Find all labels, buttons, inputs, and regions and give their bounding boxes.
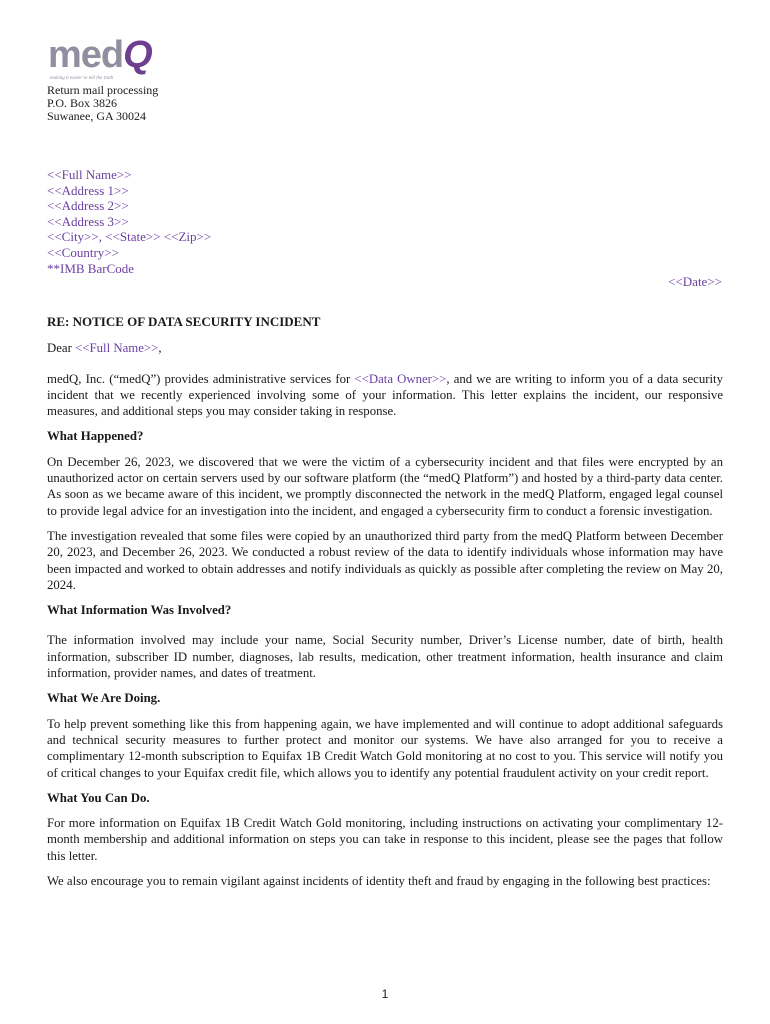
section-paragraph: For more information on Equifax 1B Credit Watch Gold monitoring, including instructions on activating your complimentary 12-month membership and additional information on steps you can take in response to this incident, please see the pages that follow this letter. [47,816,723,863]
recipient-line: <<Address 3>> [47,213,129,229]
section-heading: What Information Was Involved? [47,603,232,618]
recipient-line: <<Address 2>> [47,198,129,214]
page-number: 1 [381,987,389,1001]
recipient-line: <<Country>> [47,244,119,260]
recipient-line: <<Address 1>> [47,182,129,198]
intro-paragraph [47,371,723,420]
recipient-line: <<Full Name>> [47,167,132,182]
salutation-prefix: Dear [47,341,76,356]
return-address-line: Suwanee, GA 30024 [47,109,146,123]
recipient-line: **IMB BarCode [47,260,135,276]
salutation [47,340,723,356]
logo-tagline: making it easier to tell the truth [50,76,114,81]
section-heading: What You Can Do. [47,790,150,805]
section-paragraph: On December 26, 2023, we discovered that we were the victim of a cybersecurity incident and that files were encrypted by an unauthorized actor on certain servers used by our software platform (the “medQ Platform”) and hosted by a third-party data center. As soon as we became aware of this incident, we promptly disconnected the network in the medQ Platform, engaged legal counsel to provide legal advice for an investigation into the incident, and engaged a cybersecurity firm to conduct a forensic investigation. [47,454,723,518]
section-heading: What We Are Doing. [47,691,161,706]
logo-brand: med [48,34,124,76]
medq-logo [48,34,170,84]
salutation-suffix: , [158,341,162,356]
data-owner: <<Data Owner>> [354,371,447,386]
salutation-name: <<Full Name>> [75,341,159,356]
section-paragraph: The investigation revealed that some files were copied by an unauthorized third party from the medQ Platform between December 20, 2023, and December 26, 2023. We conducted a robust review of the data to identify individuals whose information may have been impacted and worked to obtain addresses and notify individuals as quickly as possible after completing the review on May 20, 2024. [47,528,723,592]
return-address [47,84,158,123]
section-paragraph: We also encourage you to remain vigilant against incidents of identity theft and fraud by engaging in the following best practices: [47,874,711,889]
letter-date: <<Date>> [668,274,722,289]
section-paragraph: To help prevent something like this from happening again, we have implemented and will continue to adopt additional safeguards and technical security measures to further protect and monitor our systems. We have also arranged for you to receive a complimentary 12-month subscription to Equifax 1B Credit Watch Gold monitoring at no cost to you. This service will notify you of critical changes to your Equifax credit file, which allows you to identify any potential fraudulent activity on your credit report. [47,716,723,780]
letter-body [47,314,723,898]
section-heading: What Happened? [47,429,144,444]
return-address-line: Return mail processing [47,83,159,97]
intro-before: medQ, Inc. (“medQ”) provides administrative services for [47,371,355,386]
recipient-block [47,167,211,276]
logo-q: Q [123,34,152,76]
re-line: RE: NOTICE OF DATA SECURITY INCIDENT [47,314,321,329]
return-address-line: P.O. Box 3826 [47,96,118,110]
intro-after: , and we are writing to inform you of a data security incident that we recently experienced involving some of your information. This letter explains the incident, our responsive measures, and additional steps you may consider taking in response. [47,371,723,419]
recipient-line: <<City>>, <<State>> <<Zip>> [47,229,212,245]
section-paragraph: The information involved may include your name, Social Security number, Driver’s License number, date of birth, health information, subscriber ID number, diagnoses, lab results, medication, other treatment information, health insurance and claim information, provider names, and dates of treatment. [47,633,723,681]
